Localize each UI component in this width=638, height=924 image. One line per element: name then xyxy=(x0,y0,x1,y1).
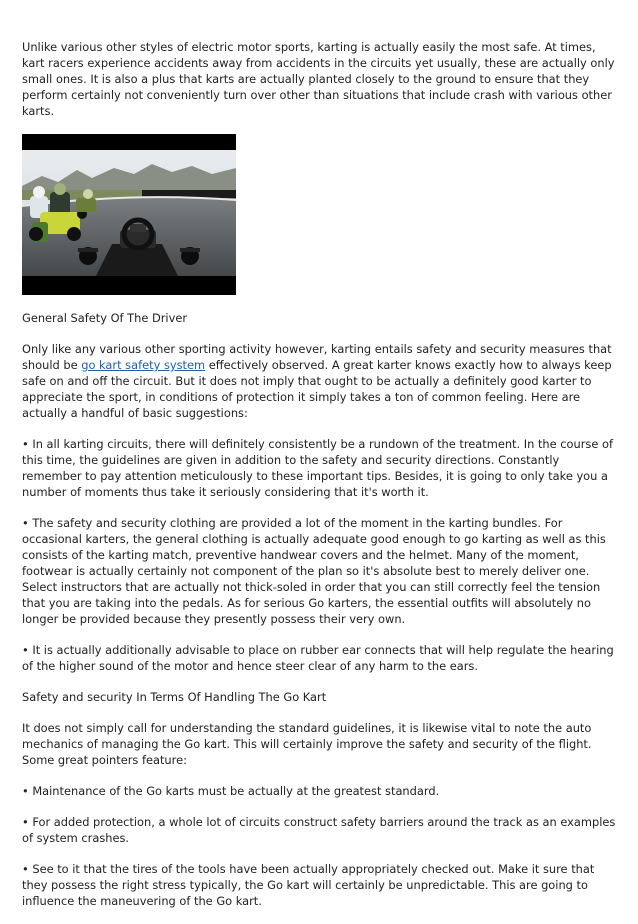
intro-paragraph: Unlike various other styles of electric motor sports, karting is actually easily the most safe. At times, kart racers experience accidents away from accidents in the circuits yet usually, these are actually only small ones. It is also a plus that karts are actually planted closely to the ground to ensure that they perform certainly not conveniently turn over other than situations that include crash with various other karts. xyxy=(22,40,615,118)
bullet-safety-barriers: • For added protection, a whole lot of circuits construct safety barriers around the track as an examples of system crashes. xyxy=(22,815,616,845)
bullet-maintenance: • Maintenance of the Go karts must be actually at the greatest standard. xyxy=(22,784,440,798)
driver-safety-paragraph xyxy=(22,341,618,421)
bullet-tire-check: • See to it that the tires of the tools have been actually appropriately checked out. Make it sure that they possess the right stress typically, the Go kart will certainly be unpredictable. This are going to influence the maneuvering of the Go kart. xyxy=(22,862,595,908)
bullet-ear-plugs: • It is actually additionally advisable to place on rubber ear connects that will help regulate the hearing of the higher sound of the motor and hence steer clear of any harm to the ears. xyxy=(22,643,614,673)
bullet-circuit-rundown: • In all karting circuits, there will definitely consistently be a rundown of the treatment. In the course of this time, the guidelines are given in addition to the safety and security directions. Constantly remember to pay attention meticulously to these important tips. Besides, it is going to only take you a number of moments thus take it seriously considering that it's worth it. xyxy=(22,437,613,499)
paragraph-text: Only like any various other sporting activity however, karting entails safety and security measures that should be xyxy=(22,342,612,372)
kart-handling-paragraph: It does not simply call for understanding the standard guidelines, it is likewise vital to note the auto mechanics of managing the Go kart. This will certainly improve the safety and security of the flight. Some great pointers feature: xyxy=(22,721,592,767)
bullet-safety-clothing: • The safety and security clothing are provided a lot of the moment in the karting bundles. For occasional karters, the general clothing is actually adequate good enough to go karting as well as this consists of the karting match, preventive handwear covers and the helmet. Many of the moment, footwear is actually certainly not component of the plan so it's absolute best to merely deliver one. Select instructors that are actually not thick-soled in order that you can still correctly feel the tension that you are taking into the pedals. As for serious Go karters, the essential outfits will absolutely no longer be provided because they presently possess their very own. xyxy=(22,516,606,626)
kart-race-photo xyxy=(22,134,236,295)
section-heading-kart-handling: Safety and security In Terms Of Handling The Go Kart xyxy=(22,690,327,704)
paragraph-text: effectively observed. A great karter knows exactly how to always keep safe on and off the circuit. But it does not imply that ought to be actually a definitely good karter to appreciate the sport, in conditions of protection it simply takes a ton of common feeling. Here are actually a handful of basic suggestions: xyxy=(22,358,612,420)
section-heading-driver-safety: General Safety Of The Driver xyxy=(22,311,188,325)
document-body xyxy=(22,39,618,924)
go-kart-safety-system-link[interactable]: go kart safety system xyxy=(81,358,206,372)
